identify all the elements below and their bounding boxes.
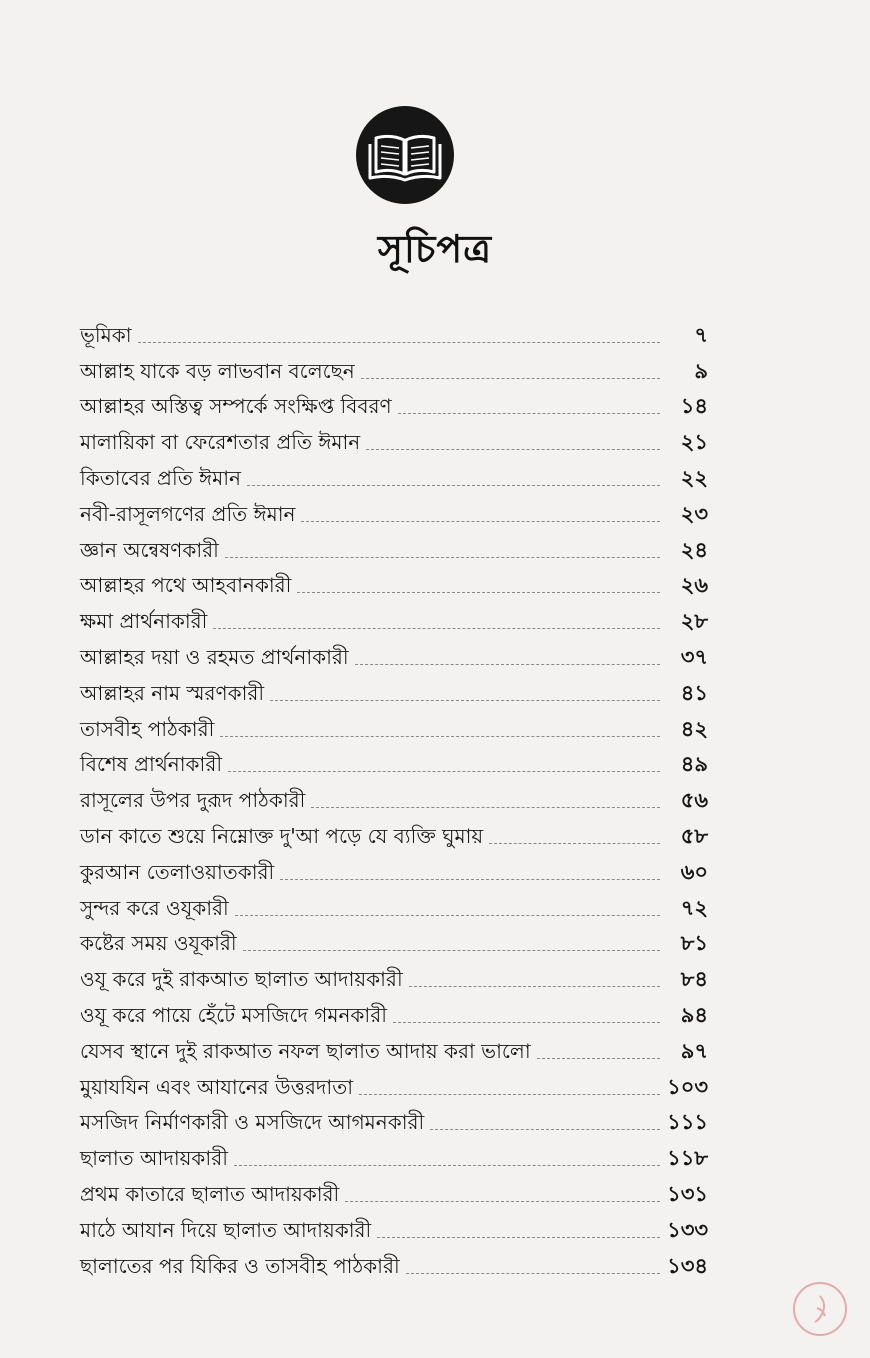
toc-dot-leader [537,1057,660,1059]
toc-dot-leader [430,1128,660,1130]
toc-entry [80,956,708,992]
toc-entry-page-number: ৪৯ [680,752,708,777]
toc-entry-title: মসজিদ নির্মাণকারী ও মসজিদে আগমনকারী [80,1110,425,1135]
open-book-icon [356,106,454,204]
toc-entry-page-number: ৭২ [680,895,708,920]
toc-entry-title: কষ্টের সময় ওযূকারী [80,931,237,956]
toc-entry-page-number: ৯৭ [680,1038,708,1063]
toc-dot-leader [270,699,660,701]
toc-entry-title: ওযূ করে পায়ে হেঁটে মসজিদে গমনকারী [80,1002,387,1027]
toc-entry [80,1171,708,1207]
toc-dot-leader [228,770,660,772]
toc-entry-title: আল্লাহর নাম স্মরণকারী [80,680,265,705]
toc-entry [80,527,708,563]
toc-entry [80,1028,708,1064]
toc-dot-leader [243,949,660,951]
toc-entry [80,1100,708,1136]
toc-entry-page-number: ৯ [694,358,708,383]
toc-dot-leader [489,842,660,844]
toc-dot-leader [406,1272,660,1274]
toc-entry [80,992,708,1028]
toc-entry-page-number: ৩৭ [680,644,708,669]
toc-entry-page-number: ৫৬ [680,788,708,813]
toc-entry [80,1064,708,1100]
toc-entry-title: জ্ঞান অন্বেষণকারী [80,537,219,562]
toc-entry-title: মুয়াযযিন এবং আযানের উত্তরদাতা [80,1074,354,1099]
toc-entry-title: নবী-রাসূলগণের প্রতি ঈমান [80,501,296,526]
toc-entry-title: সুন্দর করে ওযূকারী [80,895,229,920]
toc-entry [80,1207,708,1243]
toc-dot-leader [355,663,660,665]
toc-entry-page-number: ৪১ [680,680,708,705]
toc-entry-page-number: ২১ [680,430,708,455]
toc-entry [80,742,708,778]
page-title: সূচিপত্র [377,227,493,271]
toc-entry [80,849,708,885]
toc-dot-leader [393,1021,660,1023]
toc-entry-title: মাঠে আযান দিয়ে ছালাত আদায়কারী [80,1217,372,1242]
toc-entry-title: আল্লাহর অস্তিত্ব সম্পর্কে সংক্ষিপ্ত বিবরণ [80,394,392,419]
toc-dot-leader [225,556,660,558]
toc-entry [80,777,708,813]
toc-entry-title: কুরআন তেলাওয়াতকারী [80,859,275,884]
toc-entry-page-number: ২৬ [680,573,708,598]
toc-entry-page-number: ৪২ [680,716,708,741]
toc-entry-title: ছালাত আদায়কারী [80,1146,228,1171]
toc-entry [80,921,708,957]
toc-entry [80,455,708,491]
toc-entry-title: বিশেষ প্রার্থনাকারী [80,752,223,777]
toc-dot-leader [247,484,660,486]
toc-entry [80,1243,708,1279]
toc-entry-title: রাসূলের উপর দুরূদ পাঠকারী [80,788,306,813]
toc-entry-page-number: ৮৪ [680,967,708,992]
toc-entry [80,813,708,849]
toc-entry-title: ভূমিকা [80,322,132,347]
toc-entry-page-number: ৬০ [680,859,708,884]
toc-entry [80,419,708,455]
toc-entry-title: তাসবীহ পাঠকারী [80,716,215,741]
toc-entry-page-number: ১০৩ [667,1074,708,1099]
toc-entry-title: প্রথম কাতারে ছালাত আদায়কারী [80,1181,340,1206]
toc-dot-leader [234,1164,660,1166]
toc-dot-leader [235,914,660,916]
toc-entry [80,706,708,742]
toc-entry-title: আল্লাহর দয়া ও রহমত প্রার্থনাকারী [80,644,349,669]
toc-dot-leader [301,520,660,522]
toc-entry-page-number: ২৮ [680,609,708,634]
toc-entry-title: মালায়িকা বা ফেরেশতার প্রতি ঈমান [80,430,361,455]
toc-dot-leader [311,806,660,808]
toc-entry-page-number: ৮১ [680,931,708,956]
toc-entry-page-number: ১৩১ [667,1181,708,1206]
toc-dot-leader [398,412,660,414]
publisher-stamp-icon [793,1282,847,1336]
toc-entry-page-number: ৭ [694,322,708,347]
toc-dot-leader [345,1200,660,1202]
toc-entry [80,634,708,670]
toc-entry-title: ক্ষমা প্রার্থনাকারী [80,609,208,634]
toc-entry-page-number: ১৩৩ [667,1217,708,1242]
toc-dot-leader [361,377,660,379]
toc-dot-leader [297,591,660,593]
toc-entry-title: যেসব স্থানে দুই রাকআত নফল ছালাত আদায় করা ভালো [80,1038,531,1063]
table-of-contents [80,312,708,1279]
toc-entry-title: ডান কাতে শুয়ে নিম্নোক্ত দু'আ পড়ে যে ব্যক্তি ঘুমায় [80,823,484,848]
toc-entry-title: আল্লাহ যাকে বড় লাভবান বলেছেন [80,358,355,383]
toc-entry [80,1135,708,1171]
toc-entry-page-number: ১১১ [667,1110,708,1135]
toc-entry-title: আল্লাহর পথে আহবানকারী [80,573,292,598]
toc-dot-leader [138,341,660,343]
toc-entry-title: কিতাবের প্রতি ঈমান [80,465,241,490]
toc-dot-leader [409,985,660,987]
toc-dot-leader [220,735,660,737]
toc-entry [80,885,708,921]
toc-entry [80,384,708,420]
toc-entry [80,312,708,348]
toc-entry-page-number: ১১৮ [667,1146,708,1171]
toc-entry [80,491,708,527]
toc-entry [80,598,708,634]
toc-dot-leader [280,878,660,880]
toc-entry-page-number: ২২ [680,465,708,490]
toc-entry-title: ছালাতের পর যিকির ও তাসবীহ পাঠকারী [80,1253,400,1278]
toc-dot-leader [377,1236,660,1238]
toc-dot-leader [366,448,660,450]
toc-entry-page-number: ৫৮ [680,823,708,848]
toc-entry-page-number: ১৪ [680,394,708,419]
toc-dot-leader [213,627,660,629]
toc-entry [80,670,708,706]
toc-entry-page-number: ২৪ [680,537,708,562]
toc-entry-page-number: ২৩ [680,501,708,526]
toc-entry [80,563,708,599]
toc-entry [80,348,708,384]
toc-entry-title: ওযূ করে দুই রাকআত ছালাত আদায়কারী [80,967,403,992]
toc-dot-leader [359,1093,660,1095]
toc-entry-page-number: ১৩৪ [667,1253,708,1278]
toc-entry-page-number: ৯৪ [680,1002,708,1027]
